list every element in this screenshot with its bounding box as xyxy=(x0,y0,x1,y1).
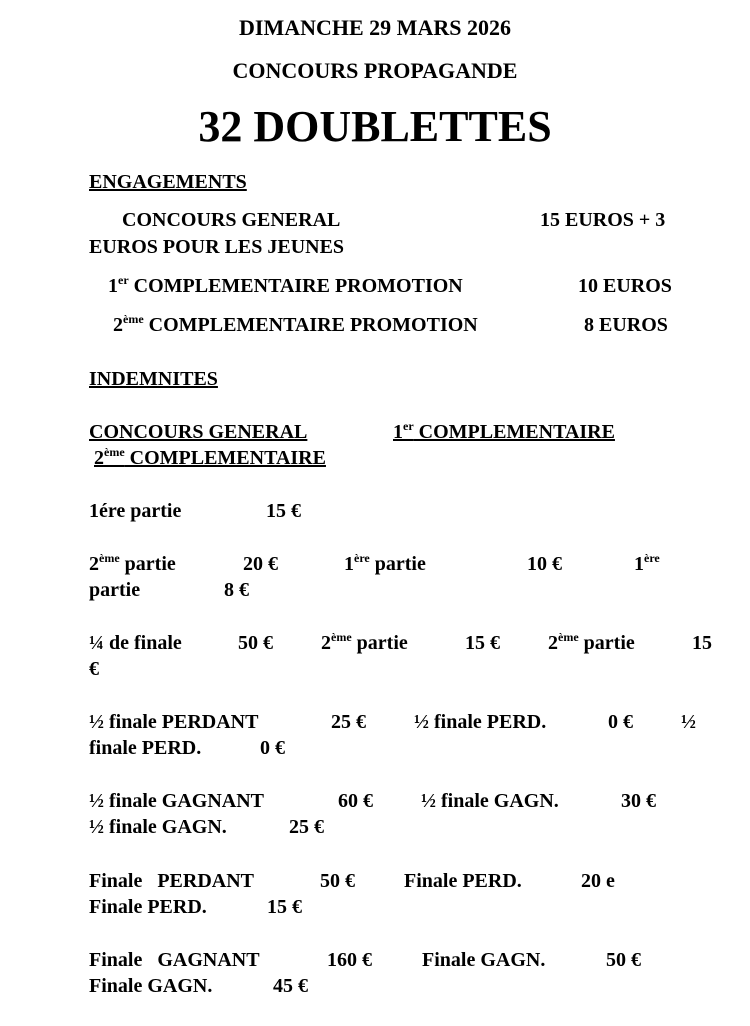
contest-name: CONCOURS PROPAGANDE xyxy=(232,58,518,83)
prize-label: partie xyxy=(89,579,141,601)
prize-amount: € xyxy=(89,658,99,680)
prize-label: ½ finale PERD. xyxy=(414,711,547,733)
prize-amount: 60 € xyxy=(338,790,373,812)
prize-amount: 15 € xyxy=(465,632,500,654)
prize-amount: 15 xyxy=(692,632,712,654)
general-fee-amount: 15 EUROS + 3 xyxy=(540,209,666,231)
prize-amount: 160 € xyxy=(327,949,372,971)
prize-amount: 15 € xyxy=(267,896,302,918)
prize-label: 2ème partie xyxy=(548,630,635,654)
prize-amount: 8 € xyxy=(224,579,249,601)
prize-label: Finale GAGN. xyxy=(422,949,546,971)
prize-label: Finale GAGN. xyxy=(89,975,213,997)
prize-label: ½ finale GAGN. xyxy=(89,816,227,838)
general-fee-youth: EUROS POUR LES JEUNES xyxy=(89,236,345,258)
prize-amount: 10 € xyxy=(527,553,562,575)
prize-amount: 20 e xyxy=(581,870,615,892)
prize-label: Finale PERD. xyxy=(89,896,207,918)
prize-label: Finale PERDANT xyxy=(89,870,254,892)
prize-label: ¼ de finale xyxy=(89,632,182,654)
comp2-fee-amount: 8 EUROS xyxy=(584,314,668,336)
prize-label: 1ère partie xyxy=(344,551,426,575)
contest-format: 32 DOUBLETTES xyxy=(198,102,552,151)
engagements-heading: ENGAGEMENTS xyxy=(89,171,247,193)
column-comp1: 1er COMPLEMENTAIRE xyxy=(393,419,615,443)
prize-amount: 0 € xyxy=(608,711,633,733)
prize-label: ½ finale PERDANT xyxy=(89,711,259,733)
prize-label: 2ème partie xyxy=(89,551,176,575)
prize-amount: 0 € xyxy=(260,737,285,759)
prize-label: 2ème partie xyxy=(321,630,408,654)
prize-amount: 15 € xyxy=(266,500,301,522)
event-date: DIMANCHE 29 MARS 2026 xyxy=(239,15,511,40)
comp1-fee-label: 1er COMPLEMENTAIRE PROMOTION xyxy=(108,273,463,297)
prize-amount: 25 € xyxy=(331,711,366,733)
prize-amount: 45 € xyxy=(273,975,308,997)
prize-amount: 50 € xyxy=(320,870,355,892)
prize-label: ½ xyxy=(681,711,696,733)
prize-label: 1ère xyxy=(634,551,660,575)
prize-label: finale PERD. xyxy=(89,737,202,759)
column-comp2: 2ème COMPLEMENTAIRE xyxy=(94,445,326,469)
prize-label: ½ finale GAGNANT xyxy=(89,790,264,812)
column-general: CONCOURS GENERAL xyxy=(89,421,308,443)
prize-amount: 25 € xyxy=(289,816,324,838)
prize-label: Finale GAGNANT xyxy=(89,949,260,971)
comp2-fee-label: 2ème COMPLEMENTAIRE PROMOTION xyxy=(113,312,478,336)
prize-amount: 50 € xyxy=(238,632,273,654)
comp1-fee-amount: 10 EUROS xyxy=(578,275,672,297)
prize-amount: 30 € xyxy=(621,790,656,812)
prize-label: ½ finale GAGN. xyxy=(421,790,559,812)
prize-amount: 20 € xyxy=(243,553,278,575)
prize-label: 1ére partie xyxy=(89,500,182,522)
general-fee-label: CONCOURS GENERAL xyxy=(122,209,341,231)
prize-label: Finale PERD. xyxy=(404,870,522,892)
indemnites-heading: INDEMNITES xyxy=(89,368,218,390)
prize-amount: 50 € xyxy=(606,949,641,971)
